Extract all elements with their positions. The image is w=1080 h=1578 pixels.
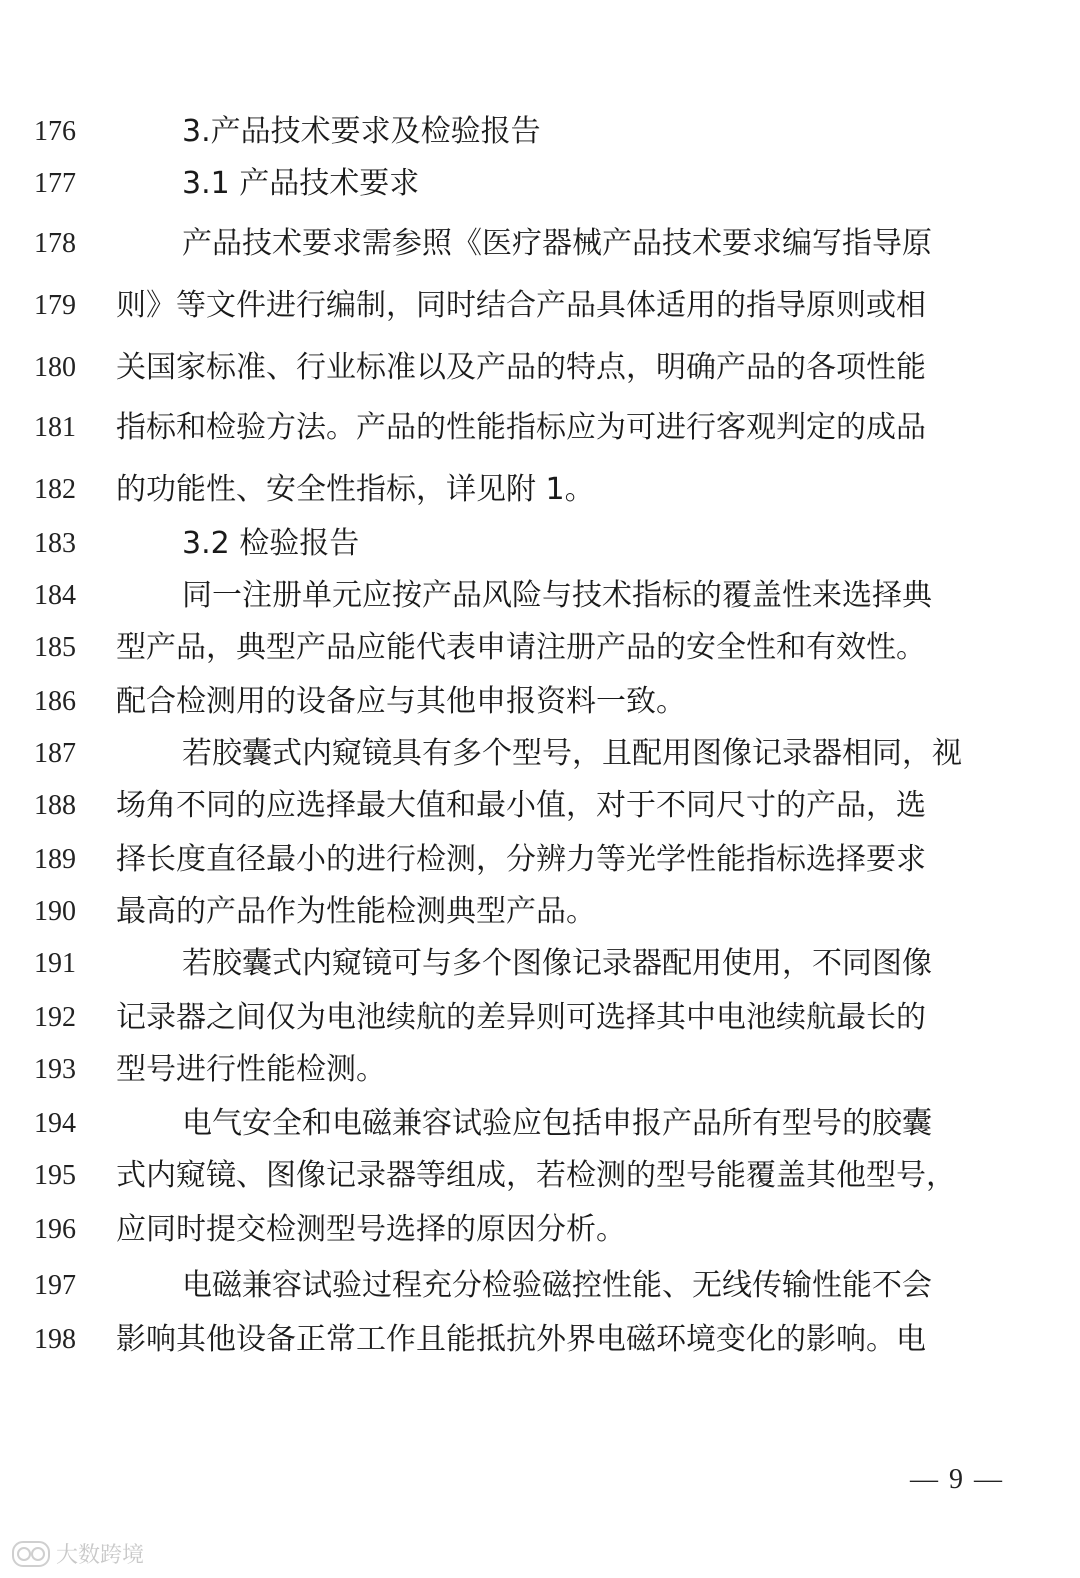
brand-logo-icon — [12, 1541, 50, 1567]
line-number: 193 — [34, 1054, 76, 1085]
section-heading: 3.2 检验报告 — [182, 526, 360, 561]
line-number: 177 — [34, 168, 76, 199]
document-line — [0, 164, 1080, 204]
line-number: 189 — [34, 844, 76, 875]
line-text: 最高的产品作为性能检测典型产品。 — [116, 894, 596, 929]
line-number: 190 — [34, 896, 76, 927]
line-number: 197 — [34, 1270, 76, 1301]
document-line — [0, 1050, 1080, 1090]
document-line — [0, 470, 1080, 510]
line-number: 188 — [34, 790, 76, 821]
line-number: 198 — [34, 1324, 76, 1355]
line-text: 型号进行性能检测。 — [116, 1052, 386, 1087]
document-line — [0, 1156, 1080, 1196]
line-text: 若胶囊式内窥镜可与多个图像记录器配用使用，不同图像 — [182, 946, 932, 981]
document-line — [0, 1266, 1080, 1306]
line-number: 185 — [34, 632, 76, 663]
document-line — [0, 524, 1080, 564]
line-text: 择长度直径最小的进行检测，分辨力等光学性能指标选择要求 — [116, 842, 926, 877]
line-text: 配合检测用的设备应与其他申报资料一致。 — [116, 684, 686, 719]
line-text: 指标和检验方法。产品的性能指标应为可进行客观判定的成品 — [116, 410, 926, 445]
line-number: 183 — [34, 528, 76, 559]
page-number: — 9 — — [910, 1464, 1004, 1495]
line-number: 192 — [34, 1002, 76, 1033]
line-text: 关国家标准、行业标准以及产品的特点，明确产品的各项性能 — [116, 350, 926, 385]
document-line — [0, 734, 1080, 774]
watermark — [12, 1538, 144, 1569]
line-number: 191 — [34, 948, 76, 979]
line-text: 记录器之间仅为电池续航的差异则可选择其中电池续航最长的 — [116, 1000, 926, 1035]
line-number: 181 — [34, 412, 76, 443]
line-number: 182 — [34, 474, 76, 505]
line-number: 186 — [34, 686, 76, 717]
line-number: 195 — [34, 1160, 76, 1191]
line-text: 场角不同的应选择最大值和最小值，对于不同尺寸的产品，选 — [116, 788, 926, 823]
line-text: 同一注册单元应按产品风险与技术指标的覆盖性来选择典 — [182, 578, 932, 613]
document-line — [0, 408, 1080, 448]
section-heading: 3.1 产品技术要求 — [182, 166, 420, 201]
section-heading: 3.产品技术要求及检验报告 — [182, 114, 541, 149]
document-line — [0, 348, 1080, 388]
document-line — [0, 1104, 1080, 1144]
line-text: 则》等文件进行编制，同时结合产品具体适用的指导原则或相 — [116, 288, 926, 323]
document-line — [0, 682, 1080, 722]
line-number: 178 — [34, 228, 76, 259]
document-line — [0, 286, 1080, 326]
line-number: 180 — [34, 352, 76, 383]
watermark-text: 大数跨境 — [56, 1543, 145, 1568]
document-line — [0, 786, 1080, 826]
document-line — [0, 892, 1080, 932]
document-line — [0, 628, 1080, 668]
line-number: 187 — [34, 738, 76, 769]
line-text: 应同时提交检测型号选择的原因分析。 — [116, 1212, 626, 1247]
line-text: 型产品，典型产品应能代表申请注册产品的安全性和有效性。 — [116, 630, 926, 665]
line-text: 影响其他设备正常工作且能抵抗外界电磁环境变化的影响。电 — [116, 1322, 926, 1357]
document-line — [0, 1210, 1080, 1250]
line-text: 电气安全和电磁兼容试验应包括申报产品所有型号的胶囊 — [182, 1106, 932, 1141]
line-number: 184 — [34, 580, 76, 611]
document-line — [0, 112, 1080, 152]
document-line — [0, 576, 1080, 616]
line-number: 196 — [34, 1214, 76, 1245]
line-text: 式内窥镜、图像记录器等组成，若检测的型号能覆盖其他型号， — [116, 1158, 956, 1193]
line-number: 176 — [34, 116, 76, 147]
document-line — [0, 840, 1080, 880]
document-line — [0, 224, 1080, 264]
line-text: 若胶囊式内窥镜具有多个型号，且配用图像记录器相同，视 — [182, 736, 962, 771]
document-line — [0, 998, 1080, 1038]
line-text: 的功能性、安全性指标，详见附 1。 — [116, 472, 595, 507]
line-text: 电磁兼容试验过程充分检验磁控性能、无线传输性能不会 — [182, 1268, 932, 1303]
document-line — [0, 1320, 1080, 1360]
line-number: 179 — [34, 290, 76, 321]
line-number: 194 — [34, 1108, 76, 1139]
line-text: 产品技术要求需参照《医疗器械产品技术要求编写指导原 — [182, 226, 932, 261]
document-line — [0, 944, 1080, 984]
